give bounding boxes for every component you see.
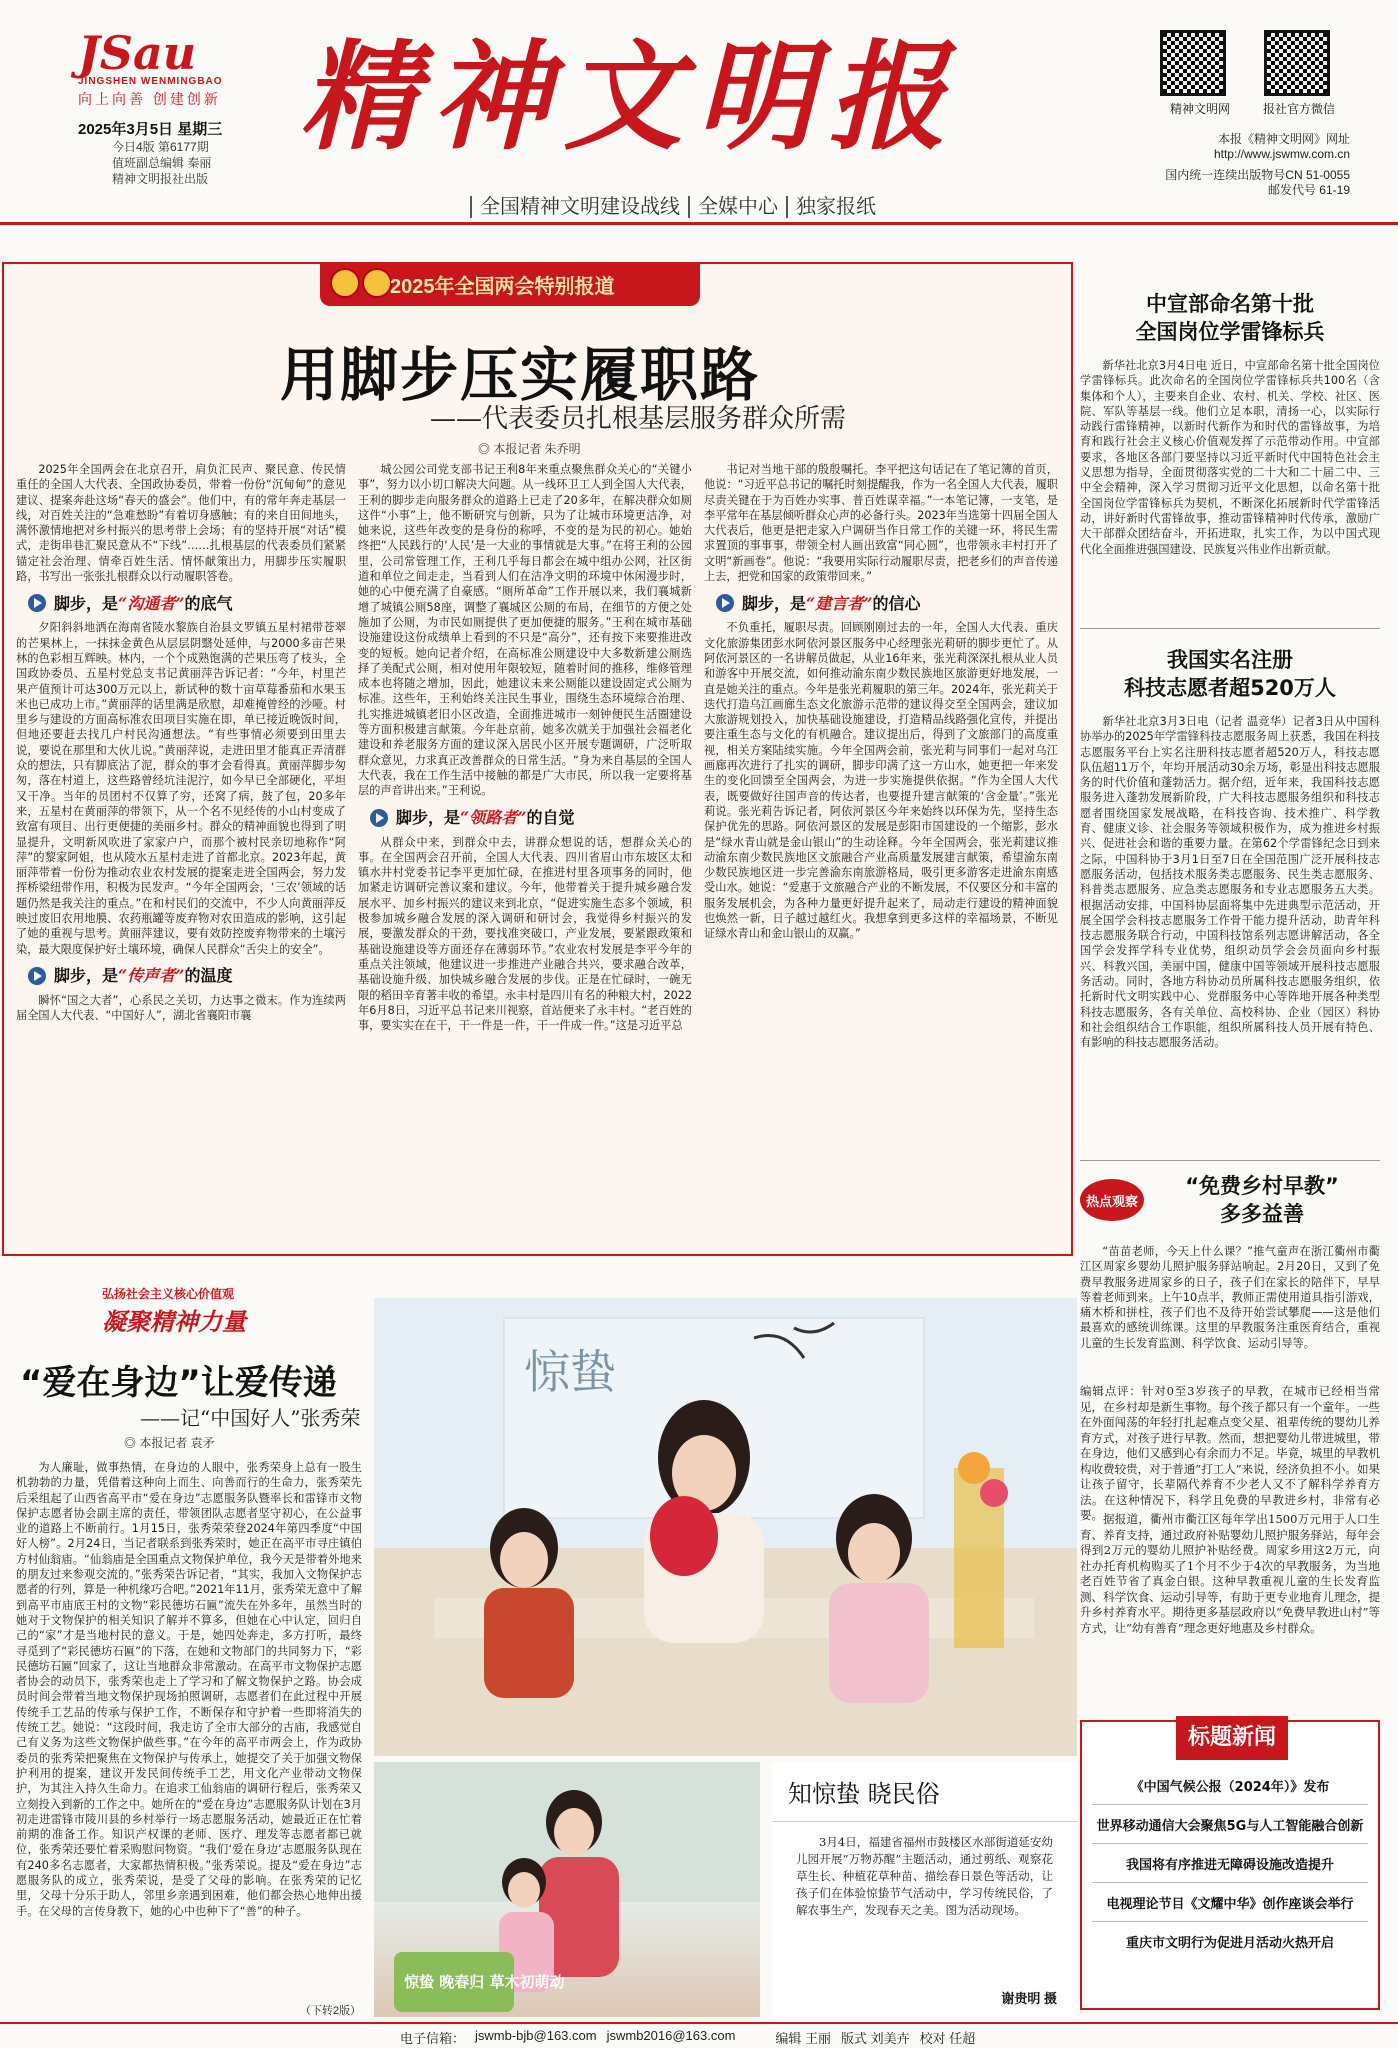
news-item[interactable]: 我国将有序推进无障碍设施改造提升 (1092, 1844, 1368, 1883)
post-code: 邮发代号 61-19 (1267, 183, 1350, 197)
nav-item[interactable]: 全媒中心 (688, 196, 786, 218)
slogan: 向上向善 创建创新 (78, 91, 221, 107)
article-body: “苗苗老师，今天上什么课？”推气童声在浙江衢州市衢江区周家乡婴幼儿照护服务驿站响起。2月20日，又到了免费早教服务进周家乡的日子，孩子们在家长的陪伴下，早早等着老师到来。上午10点半，教师正需使用道具指引游戏，痛木桥和拼柱，孩子们也不及待开始尝试攀爬——这是他们最喜欢的感统训练课。这里的早教服务注重医育结合，重视儿童的生长发育监测、科学饮食、运动引导等。 (1080, 1245, 1380, 1350)
site-url[interactable]: http://www.jswmw.com.cn (1213, 147, 1350, 161)
continued-note: （下转2版） (300, 2005, 362, 2017)
feature-column-2 (358, 462, 692, 1250)
article-title: 热点观察 “免费乡村早教” 多多益善 (1080, 1172, 1380, 1228)
article-subhead: ——记“中国好人”张秀荣 (140, 1406, 361, 1430)
divider (1080, 628, 1380, 629)
section-heading: 脚步，是 “沟通者” 的底气 (28, 594, 346, 612)
caption-title: 知惊蛰 晓民俗 (772, 1762, 1077, 1822)
footer-editor: 编辑 王丽 (775, 2031, 832, 2046)
publication-info (1120, 132, 1350, 198)
section-heading: 脚步，是 “建言者” 的信心 (716, 594, 1058, 612)
masthead-logo (78, 26, 278, 110)
photo-illustration (374, 1762, 760, 2017)
footer (0, 2022, 1398, 2048)
duty-editor: 值班副总编辑 秦丽 (112, 156, 212, 170)
headline-news-box (1080, 1720, 1380, 2010)
paper-title: 精神文明报 (300, 27, 961, 166)
nav-item[interactable]: 独家报纸 (786, 196, 884, 218)
play-arrow-icon (28, 967, 46, 985)
photo-credit: 谢贵明 摄 (1001, 1991, 1057, 2006)
qr-wechat[interactable] (1254, 30, 1344, 117)
article-paragraph: 书记对当地干部的殷殷嘱托。李平把这句话记在了笔记簿的首页，他说：“习近平总书记的嘱托时刻提醒我，作为一名全国人大代表，履职尽责关键在于为百姓办实事、普百姓谋幸福。”一本笔记簿，一支笔，是李平常年在基层倾听群众心声的必备行头。2023年当选第十四届全国人大代表后，他更是把走家入户调研当作日常工作的关键一环，将民生需求置顶的事事事，带领全村人画出致富“同心圆”，也带领永丰村打开了文明“新画卷”。他说：“我要用实际行动履职尽责，把老乡们的声音传递上去，把党和国家的政策带回来。” (704, 463, 1058, 584)
article-paragraph: 2025年全国两会在北京召开，肩负汇民声、聚民意、传民情重任的全国人大代表、全国政协委员，带着一份份“沉甸甸”的意见建议、提案奔赴这场“春天的盛会”。他们中，有的常年奔走基层一线，对百姓关注的“急难愁盼”有着切身感触；有的来自田间地头，满怀激情地把对乡村振兴的思考带上会场；有的坚持开展“对话”模式，走街串巷汇聚民意从不“下线”……扎根基层的代表委员们紧紧锚定社会治理、情牵百姓生活、情怀献策出力，用脚步压实履职路，书写出一张张扎根群众以行动履职答卷。 (16, 463, 346, 584)
article-paragraph: 城公园公司党支部书记王利8年来重点聚焦群众关心的“关键小事”，努力以小切口解决大问题。从一线环卫工人到全国人大代表，王利的脚步走向服务群众的道路上已走了20多年，在解决群众如厕这件“小事”上，他不断研究与创新，只为了让城市环境更洁净，对她来说，这些年改变的是身份的称呼，不变的是为民的初心。她始终把“人民践行的‘人民’是一大业的事情就是大事。”在将王利的公园里，公司常管理工作，王利几乎每日都会在城中组办公网，社区街道和单位之间走走，当看到人们在洁净文明的环境中休闲漫步时，她的心中便充满了自豪感。“厕所革命”工作开展以来，我们襄城新增了城镇公厕58座，调整了襄城区公厕的布局，在细节的方便之处施加了公厕，为市民如厕提供了更加便捷的服务。”王利在城市基础设施建设这份成绩单上看到的不只是“高分”，还有按下来要推进改变的短板。她向记者介绍，在高标准公厕建设中大多数新建公厕选择了美配式公厕，相对使用年限较短，随着时间的推移，维修管理成本也将随之增加，因此，她建议未来公厕能以建设固定式公厕为标准。这些年，王利始终关注民生事业，围绕生态环境综合治理、扎实推进城镇老旧小区改造，全面推进城市一刻钟便民生活圈建设等方面积极建言献策。今年赴京前，她多次就关于加强社会福老化建设和养老服务方面的建议深入居民小区开展专题调研，广泛听取群众意见，力求真正改善群众的日常生活。“身为来自基层的全国人大代表，我在工作生活中接触的都是广大市民，所以我一定要将基层的声音讲出来。”王利说。 (358, 463, 692, 798)
article-body: 新华社北京3月4日电 近日，中宣部命名第十批全国岗位学雷锋标兵。此次命名的全国岗位学雷锋标兵共100名（含集体和个人），主要来自企业、农村、机关、学校、社区、医院、军队等基层一线。他们立足本职，清扬一心，以实际行动践行雷锋精神，以新时代新作为和时代的雷锋故事，为培育和践行社会主义核心价值观发挥了示范带动作用。中宣部要求，各地区各部门要坚持以习近平新时代中国特色社会主义思想为指导，全面贯彻落实党的二十大和二十届二中、三中全会精神，深入学习贯彻习近平文化思想，以命名第十批全国岗位学雷锋标兵为契机，不断深化拓展新时代学雷锋活动，讲好新时代雷锋故事，推动雷锋精神时代传承，激励广大干部群众团结奋斗，开拓进取，扎实工作，为以中国式现代化全面推进强国建设、民族复兴伟业作出新贡献。 (1080, 359, 1380, 556)
headline-news-title: 标题新闻 (1176, 1716, 1288, 1760)
article-body: 新华社北京3月3日电（记者 温竞华）记者3日从中国科协举办的2025年学雷锋科技志愿服务周上获悉，我国在科技志愿服务平台上实名注册科技志愿者超520万人，科技志愿队伍超11万个，年均开展活动30余万场，彰显出科技志愿服务的时代价值和蓬勃活力。据介绍，近年来，我国科技志愿服务进入蓬勃发展新阶段，广大科技志愿服务组织和科技志愿者围绕国家发展战略，在科技咨询、技术推广、科学教育、健康义诊、社会服务等领域积极作为，成为推进乡村振兴、促进社会和谐的重要力量。在第62个学雷锋纪念日到来之际，中国科协于3月1日至7日在全国范围广泛开展科技志愿服务活动，包括技术服务类志愿服务、民生类志愿服务、科普类志愿服务、应急类志愿服务和专业志愿服务五大类。根据活动安排，中国科协层面将集中先进典型示范活动，开展全国学会科技志愿服务工作骨干能力提升活动，助青年科技志愿服务联合行动，中国科技馆系列志愿讲解活动，各全国学会发挥学科专业优势，组织动员学会会员面向乡村振兴、科教兴国，美丽中国，健康中国等领域开展科技志愿服务活动。同时，各地方科协动员所属科技志愿服务组织，依托新时代文明实践中心、党群服务中心等阵地开展各种类型科技志愿服务，各有关单位、高校科协、企业（园区）科协和社会组织结合工作职能，组织所属科技人员开展有特色、有影响的科技志愿服务活动。 (1080, 715, 1380, 1050)
news-item[interactable]: 电视理论节目《文耀中华》创作座谈会举行 (1092, 1883, 1368, 1922)
column-tag-top: 弘扬社会主义核心价值观 (102, 1287, 235, 1301)
qr-code-icon (1264, 30, 1330, 96)
divider (1080, 1160, 1380, 1161)
editor-note: 编辑点评：针对0至3岁孩子的早教，在城市已经相当常见，在乡村却是新生事物。每个孩子都只有一个童年。一些在外面闯荡的年轻打扎起难点变父星、祖辈传统的婴幼儿养育方式，对孩子进行早教。然而，想把婴幼儿带进城里，带在身边，他们又感到心有余而力不足。毕竟，城里的早教机构收费较贵，对于普通“打工人”来说，经济负担不小。如果让孩子留守，长辈隔代养育不少老人又不了解科学养育方法。在这种情况下，科学且免费的早教进乡村，非常有必要。 (1080, 1384, 1380, 1522)
cn-number: 国内统一连续出版物号CN 51-0055 (1165, 168, 1350, 182)
play-arrow-icon (370, 809, 388, 827)
cppcc-emblem-icon (362, 268, 392, 298)
article-title: 中宣部命名第十批 全国岗位学雷锋标兵 (1135, 292, 1325, 344)
feature-headline: 用脚步压实履职路 (280, 341, 761, 409)
column-tag-main: 凝聚精神力量 (102, 1308, 246, 1336)
feature-subhead: ——代表委员扎根基层服务群众所需 (430, 404, 847, 434)
qr-website-label: 精神文明网 (1169, 102, 1230, 116)
news-item[interactable]: 重庆市文明行为促进月活动火热开启 (1125, 1936, 1334, 1951)
issue-info (78, 118, 278, 187)
email-label: 电子信箱： (400, 2031, 466, 2046)
qr-code-icon (1160, 30, 1226, 96)
article-volunteers (1080, 646, 1380, 1166)
issue-date: 2025年3月5日 星期三 (78, 121, 223, 138)
article-headline: “爱在身边”让爱传递 (20, 1363, 337, 1403)
email-2[interactable]: jswmb2016@163.com (606, 2028, 736, 2043)
feature-column-1 (16, 462, 346, 1250)
nav-item[interactable]: 全国精神文明建设战线 (470, 196, 688, 218)
logo-pinyin: JINGSHEN WENMINGBAO (78, 76, 223, 87)
qr-wechat-label: 报社官方微信 (1262, 102, 1335, 116)
qr-website[interactable] (1160, 30, 1240, 117)
news-item[interactable]: 世界移动通信大会聚焦5G与人工智能融合创新 (1092, 1805, 1368, 1844)
article-paragraph: 从群众中来，到群众中去，讲群众想说的话，想群众关心的事。在全国两会召开前，全国人大代表、四川省眉山市东坡区太和镇水井村党委书记李平更加忙碌，在推进村里各项事务的同时，他加紧走访调研完善议案和建议。今年，他带着关于提升城乡融合发展水平、加乡村振兴的建议来到北京，“促进实施生态多个领域，积极参加城乡融合发展的深入调研和研讨会，我觉得乡村振兴的发展，要激发群众的干劲，要找准突破口，产业发展，要紧跟政策和基础设施建设等方面还存在薄弱环节。”农业农村发展是李平今年的重点关注领域，他建议进一步推进产业融合共兴，要求融合改革，基础设施升级、加快城乡融合发展的步伐。正是在忙碌时，一碗无限的稻田辛育著丰收的希望。永丰村是四川有名的种粮大村，2022年6月8日，习近平总书记来川视察，首站便来了永丰村。“老百姓的事，要实实在在干，干一件是一件，干一件成一件。”这是习近平总 (358, 835, 692, 1033)
news-item[interactable]: 《中国气候公报（2024年）》发布 (1092, 1766, 1368, 1805)
logo-mark: JSau (78, 26, 197, 80)
main-photo (374, 1298, 1077, 1756)
article-paragraph: 夕阳斜斜地洒在海南省陵水黎族自治县文罗镇五星村裙带苍翠的芒果林上，一抹抹金黄色从层层阴翳处延伸，与2000多亩芒果林的色彩相互辉映。林内，一个个成熟饱满的芒果压弯了枝头，全国政协委员、五星村党总支书记黄丽萍告诉记者：“今年，村里芒果产值预计可达300万元以上，新试种的数十亩草莓番茄和水果玉米也已成功上市。”黄丽萍的话里满是欣慰，却难掩曾经的沙哑。村里乡与建设的方面高标准农田项目实施在即，单已接近晚饭时间，但地还要赶去找几户村民沟通想法。“有些事情必须要到田里去说，要说在那里和大伙儿说。”黄丽萍说，走进田里才能真正弄清群众的想法，只有脚底沾了泥，群众的事才会看得真。黄丽萍脚步匆匆，落在村道上，这些路曾经坑洼泥泞，如今早已全部硬化，平坦又干净。当年的员团村不仅算了穷，还窝了病，鼓了包，20多年来，五星村在黄丽萍的带领下，从一个名不见经传的小山村变成了致富有项目、出行更便捷的美丽乡村。群众的精神面貌也得到了明显提升，文明新风吹进了家家户户，而那个被村民亲切地称作“阿萍”的黎家阿姐，也从陵水五星村走进了首都北京。2023年起，黄丽萍带着一份份为推动农业农村发展的提案走进全国两会，努力发挥桥梁纽带作用，积极为民发声。“今年全国两会，‘三农’领域的话题仍然是我关注的重点。”在和村民们的交流中，不少人向黄丽萍反映过废旧农用地膜、农药瓶罐等废弃物对农田造成的影响，这引起了她的重视与思考。黄丽萍建议，要有效防控废弃物带来的土壤污染，最大限度保护好土壤环境，确保人民群众“舌尖上的安全”。 (16, 621, 346, 956)
photo-illustration (374, 1298, 1077, 1756)
email-1[interactable]: jswmb-bjb@163.com (475, 2028, 597, 2043)
footer-layout: 版式 刘美卉 (841, 2031, 910, 2046)
feature-byline: ◎ 本报记者 朱乔明 (478, 442, 581, 456)
column-tag (80, 1285, 280, 1339)
spring-sign-text: 惊蛰 (524, 1345, 616, 1399)
play-arrow-icon (28, 594, 46, 612)
publisher: 精神文明报社出版 (112, 172, 209, 186)
banner-text: 2025年全国两会特别报道 (390, 276, 615, 298)
article-paragraph: 瞬怀“国之大者”，心系民之关切，力达事之微末。作为连续两届全国人大代表、“中国好人”，湖北省襄阳市襄 (16, 993, 346, 1023)
feature-column-3 (704, 462, 1058, 1250)
article-early-education (1080, 1172, 1380, 1640)
play-arrow-icon (716, 594, 734, 612)
article-byline: ◎ 本报记者 袁矛 (124, 1436, 215, 1450)
section-heading: 脚步，是 “领路者” 的自觉 (370, 809, 692, 827)
photo-caption (772, 1762, 1077, 2017)
masthead-rule (0, 222, 1398, 225)
top-nav (470, 190, 884, 219)
article-body: 为人廉耻，做事热情，在身边的人眼中，张秀荣身上总有一股生机勃勃的力量，凭借着这种向上而生、向善而行的生命力，张秀荣先后采组起了山西省高平市“爱在身边”志愿服务队暨率长和雷锋市文物保护志愿者协会副主席的责任，带领团队志愿者坚守初心，在公益事业的道路上不断前行。1月15日，张秀荣荣登2024年第四季度“中国好人榜”。2月24日，当记者联系到张秀荣时，她正在高平市寻庄镇伯方村仙翁庙。“仙翁庙是全国重点文物保护单位，我今天是带着外地来的朋友过来参观交流的。”张秀荣告诉记者，“其实，我加入文物保护志愿者的行列，算是一种机缘巧合吧。”2021年11月，张秀荣无意中了解到高平市庙底王村的文物“彩民德坊石匾”流失在外多年，虽然当时的她对于文物保护的相关知识了解并不算多，但她在心中认定，回归自己的“家”才是当地村民的意义。于是，她四处奔走，多方打听，最终寻觅到了“彩民德坊石匾”的下落，在她和文物部门的共同努力下，“彩民德坊石匾”回家了，这让当地群众非常激动。在高平市文物保护志愿者协会的动员下，张秀荣也走上了学习和了解文物保护之路。协会成员时间会带着当地文物保护现场拍照调研，志愿者们在此过程中开展传统手工艺品的传承与保护工作，不断保存和守护着一些即将消失的传统工艺。她说：“这段时间，我走访了全市大部分的古庙，我感觉自己有义务为这些文物保护做些事。”在今年的高平市两会上，作为政协委员的张秀荣把聚焦在文物保护与传承上，她提交了关于加强文物保护利用的提案，建议开发民间传统手工艺，用文化产业带动文物保护，为其注入持久生命力。在追求工仙翁庙的调研行程后，张秀荣又立刻投入到新的工作之中。她所在的“爱在身边”志愿服务队计划在3月初走进雷锋市陵川县的乡村举行一场志愿服务活动，她最近正在忙着前期的准备工作。知识产权课的老师、医疗、理发等志愿者都已就位，张秀荣还要忙着采购慰问物资。“我们‘爱在身边’志愿服务队现在有240多名志愿者，大家都热情积极。”张秀荣说。提及“爱在身边”志愿服务队的成立，张秀荣说，是受了父母的影响。在张秀荣的记忆里，父母十分乐于助人，邻里乡亲遇到困难，他们都会热心地伸出援手。在父母的言传身教下，她的心中也种下了“善”的种子。 (16, 1461, 362, 1918)
article-title: 我国实名注册 科技志愿者超520万人 (1124, 648, 1336, 700)
article-paragraph: 不负重托，履职尽责。回顾刚刚过去的一年，全国人大代表、重庆文化旅游集团彭水阿依河景区服务中心经理张光莉研的脚步更忙了。从阿依河景区的一名讲解员做起，从业16年来，张光莉深深扎根从业人员和游客中开展交流，如何推动渝东南少数民族地区旅游更好地发展，一直是她关注的重点。今年是张光莉履职的第三年。2024年，张光莉关于迭代打造乌江画廊生态文化旅游示范带的建议得交至全国两会，建议加大旅游规划投入，加快基础设施建设，打造精品线路强化宣传，并提出要注重生态与文化的有机融合。建议提出后，得到了文旅部门的高度重视，相关方案陆续实施。今年全国两会前，张光莉与同事们一起对乌江画廊再次进行了扎实的调研，脚步印满了这一方山水，她更把一年来发生的变化回馈至全国两会，为进一步实施提供依据。“作为全国人大代表，既要做好往国声音的传达者，也要提升建言献策的‘含金量’。”张光莉说。张光莉告诉记者，阿依河景区今年来始终以环保为先，坚持生态保护优先的思路。阿依河景区的发展是彭阳市国建设的一个缩影，彭水是“绿水青山就是金山银山”的生动诠释。今年全国两会，张光莉建议推动渝东南少数民族地区文旅融合产业高质量发展建言献策，希望渝东南少数民族地区进一步完善渝东南旅游格局，吸引更多游客走进渝东南感受山水。她说：“爱惠于文旅融合产业的不断发展，不仅要区分和丰富的服务发展机会，为各种力量更好提升起来了，局动走行建设的精神面貌也焕然一新，日子越过越红火。我想拿到更多这样的幸福场景，不断见证绿水青山和金山银山的双赢。” (704, 621, 1058, 941)
site-label: 本报《精神文明网》网址 (1217, 132, 1350, 146)
section-heading: 脚步，是 “传声者” 的温度 (28, 967, 346, 985)
footer-proof: 校对 任超 (919, 2031, 976, 2046)
caption-body: 3月4日，福建省福州市鼓楼区水部街道延安幼儿园开展“万物苏醒”主题活动，通过剪纸、观察花草生长、种植花草种苗、描绘春日景色等活动，让孩子们在体验惊蛰节气活动中，学习传统民俗，了解农事生产，发现春天之美。图为活动现场。 (796, 1835, 1053, 1917)
feature-banner (320, 262, 700, 306)
hot-topic-badge: 热点观察 (1080, 1179, 1144, 1221)
secondary-photo (374, 1762, 760, 2017)
editor-note-continued: 据报道，衢州市衢江区每年学出1500万元用于人口生育、养育支持，通过政府补贴婴幼儿照护服务驿站，每年会得到2万元的婴幼儿照护补贴经费。周家乡用这2万元，向社办托育机构购买了1个月不少于4次的早教服务，为当地老百姓节省了真金白银。这种早教重视儿童的生长发育监测、科学饮食、运动引导等，有助于更专业地育儿理念，提升乡村养育水平。期待更多基层政府以“免费早教进山村”等方式，让“幼有善育”理念更好地惠及乡村群众。 (1080, 1512, 1380, 1635)
national-emblem-icon (330, 268, 360, 298)
classroom-sign-text: 惊蛰 晚春归 草木初萌动 (404, 1973, 565, 1991)
issue-pages: 今日4版 第6177期 (112, 140, 209, 154)
